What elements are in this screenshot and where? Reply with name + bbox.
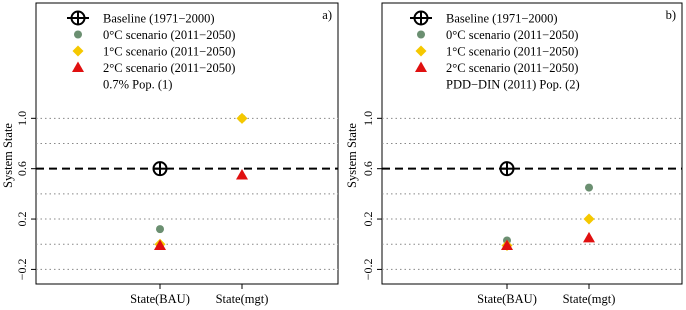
legend-triangle-icon bbox=[72, 62, 84, 73]
legend bbox=[410, 12, 580, 92]
legend bbox=[67, 12, 235, 92]
x-category-label: State(mgt) bbox=[215, 292, 269, 306]
panel-label: b) bbox=[665, 8, 676, 22]
legend-diamond-icon bbox=[416, 46, 427, 57]
x-category-label: State(mgt) bbox=[562, 292, 616, 306]
y-tick-label: 0.6 bbox=[361, 161, 375, 177]
data-point-triangle bbox=[583, 232, 595, 243]
data-point-circle-plus bbox=[154, 162, 167, 175]
legend-label: Baseline (1971−2000) bbox=[446, 11, 558, 26]
y-tick-label: 1.0 bbox=[15, 110, 29, 126]
legend-label: Baseline (1971−2000) bbox=[103, 11, 215, 26]
y-tick-label: 1.0 bbox=[361, 110, 375, 126]
legend-label: 2°C scenario (2011−2050) bbox=[446, 61, 579, 75]
legend-circle-icon bbox=[417, 31, 425, 39]
data-point-diamond bbox=[584, 214, 595, 225]
legend-triangle-icon bbox=[415, 62, 427, 73]
data-point-circle-plus bbox=[501, 162, 514, 175]
x-category-label: State(BAU) bbox=[477, 292, 537, 306]
data-point-triangle bbox=[236, 169, 248, 180]
data-point-circle bbox=[585, 184, 593, 192]
legend-diamond-icon bbox=[73, 46, 84, 57]
chart-panel-a bbox=[1, 3, 338, 306]
legend-label: 0°C scenario (2011−2050) bbox=[446, 28, 579, 42]
chart-panel-b bbox=[345, 3, 682, 306]
legend-label: 1°C scenario (2011−2050) bbox=[103, 44, 236, 59]
y-tick-label: 0.2 bbox=[361, 211, 375, 227]
legend-note: PDD−DIN (2011) Pop. (2) bbox=[446, 77, 580, 92]
y-tick-label: 0.6 bbox=[15, 161, 29, 177]
legend-note: 0.7% Pop. (1) bbox=[103, 77, 173, 92]
legend-circle-icon bbox=[74, 31, 82, 39]
legend-label: 1°C scenario (2011−2050) bbox=[446, 44, 579, 59]
y-tick-label: 0.2 bbox=[15, 211, 29, 227]
legend-circle-plus-icon bbox=[415, 12, 428, 25]
y-axis-label: System State bbox=[345, 123, 359, 188]
y-tick-label: −0.2 bbox=[361, 258, 375, 281]
legend-circle-plus-icon bbox=[72, 12, 85, 25]
data-point-diamond bbox=[237, 113, 248, 124]
x-category-label: State(BAU) bbox=[130, 292, 190, 306]
y-tick-label: −0.2 bbox=[15, 258, 29, 281]
legend-label: 2°C scenario (2011−2050) bbox=[103, 61, 236, 75]
legend-label: 0°C scenario (2011−2050) bbox=[103, 28, 236, 42]
panel-label: a) bbox=[322, 8, 332, 22]
y-axis-label: System State bbox=[1, 123, 15, 188]
data-point-circle bbox=[156, 225, 164, 233]
